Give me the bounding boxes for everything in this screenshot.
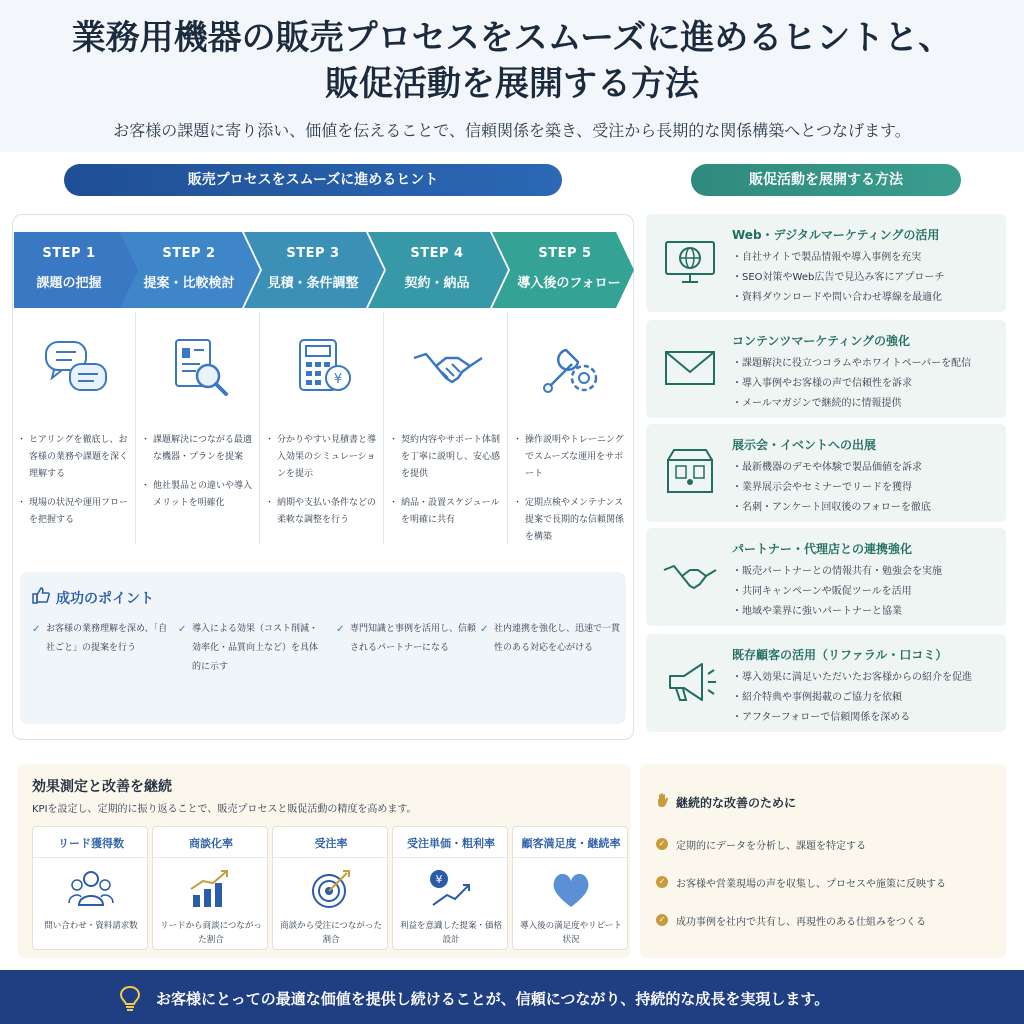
calculator-yen-icon: [288, 336, 360, 400]
list-item: ・最新機器のデモや体験で製品価値を訴求: [732, 462, 922, 473]
list-item: ・ 現場の状況や運用フローを把握する: [20, 495, 136, 529]
check-icon: ✓: [178, 624, 187, 635]
step-bullets: [516, 432, 632, 558]
list-item: ・紹介特典や事例掲載のご協力を依頼: [732, 692, 902, 703]
step-name: 課題の把握: [36, 276, 102, 291]
svg-text:¥: ¥: [333, 372, 343, 387]
kpi-name: 受注単価・粗利率: [407, 837, 495, 850]
chevron-shape: [492, 232, 634, 308]
divider: [273, 857, 389, 858]
promo-card-exhibition: [646, 424, 1006, 522]
divider: [393, 857, 509, 858]
step-chevrons: [14, 232, 634, 308]
promo-card-content: [646, 320, 1006, 418]
improvement-title: 継続的な改善のために: [676, 796, 797, 810]
improvement-item: お客様や営業現場の声を収集し、プロセスや施策に反映する: [676, 879, 946, 890]
success-point-text: 専門知識と事例を活用し、信頼されるパートナーになる: [350, 624, 477, 653]
list-item: ・導入効果に満足いただいたお客様からの紹介を促進: [732, 672, 972, 683]
step-bullets: [268, 432, 384, 541]
check-icon: ✓: [32, 624, 41, 635]
step-name: 見積・条件調整: [267, 276, 359, 291]
kpi-sub: 導入後の満足度やリピート状況: [520, 921, 622, 945]
kpi-name: 商談化率: [189, 837, 233, 850]
kpi-card-win-rate: [272, 826, 388, 950]
divider: [33, 857, 149, 858]
document-magnifier-icon: [164, 336, 236, 400]
chevron-shape: [244, 232, 384, 308]
success-point-2: [178, 620, 318, 677]
list-item: ・ ヒアリングを徹底し、お客様の業務や課題を深く理解する: [20, 432, 136, 483]
kpi-name: 顧客満足度・継続率: [521, 837, 621, 850]
kpi-sub: リードから商談につながった割合: [160, 921, 262, 945]
list-item: ・課題解決に役立つコラムやホワイトペーパーを配信: [732, 358, 972, 369]
svg-text:¥: ¥: [435, 873, 443, 886]
kpi-card-leads: [32, 826, 148, 950]
card-list: [732, 562, 942, 622]
step-name: 導入後のフォロー: [517, 276, 621, 291]
check-icon: ✓: [480, 624, 489, 635]
page-title-line1: 業務用機器の販売プロセスをスムーズに進めるヒントと、: [71, 18, 953, 58]
kpi-title: 効果測定と改善を継続: [32, 779, 172, 795]
exhibition-booth-icon: [660, 442, 720, 502]
step-column-5: [510, 312, 632, 544]
card-title: パートナー・代理店との連携強化: [732, 542, 913, 556]
step-number: STEP 3: [286, 246, 340, 261]
list-item: ・ 操作説明やトレーニングでスムーズな運用をサポート: [516, 432, 632, 483]
kpi-sub: 利益を意識した提案・価格設計: [399, 921, 502, 945]
bar-chart-arrow-icon: [187, 867, 235, 911]
improvement-item: 定期的にデータを分析し、課題を特定する: [676, 841, 866, 852]
divider: [513, 857, 629, 858]
list-item: ・共同キャンペーンや販促ツールを活用: [732, 586, 912, 597]
step-number: STEP 4: [410, 246, 464, 261]
card-list: [732, 458, 931, 518]
kpi-sub: 商談から受注につながった割合: [280, 921, 382, 945]
list-item: ・ 定期点検やメンテナンス提案で長期的な信頼関係を構築: [516, 495, 632, 546]
check-icon: ✓: [336, 624, 345, 635]
list-item: ・ 他社製品との違いや導入メリットを明確化: [144, 478, 260, 512]
page-title-line2: 販促活動を展開する方法: [325, 64, 699, 104]
divider: [153, 857, 269, 858]
chevron-shape: [368, 232, 508, 308]
promo-card-partner: [646, 528, 1006, 626]
handshake-icon: [660, 546, 720, 606]
list-item: ・業界展示会やセミナーでリードを獲得: [732, 482, 912, 493]
yen-trend-icon: [427, 867, 475, 911]
promo-card-web: [646, 214, 1006, 312]
card-list: [732, 668, 972, 728]
step-chevron-5: [492, 232, 632, 308]
promo-card-referral: [646, 634, 1006, 732]
step-number: STEP 1: [42, 246, 96, 261]
footer-text: お客様にとっての最適な価値を提供し続けることが、信頼につながり、持続的な成長を実現します。: [156, 990, 830, 1008]
step-number: STEP 5: [538, 246, 592, 261]
success-point-text: お客様の業務理解を深め、「自社ごと」の提案を行う: [46, 624, 168, 653]
chat-bubbles-icon: [40, 336, 112, 400]
step-column-1: [14, 312, 136, 544]
kpi-card-unit-price: [392, 826, 508, 950]
header: [0, 0, 1024, 152]
list-item: ・ 分かりやすい見積書と導入効果のシミュレーションを提示: [268, 432, 384, 483]
list-item: ・ 納期や支払い条件などの柔軟な調整を行う: [268, 495, 384, 529]
chevron-shape: [120, 232, 260, 308]
success-point-1: [32, 620, 172, 658]
list-item: ・導入事例やお客様の声で信頼性を訴求: [732, 378, 912, 389]
kpi-section: [18, 764, 630, 958]
step-chevron-2: [120, 232, 260, 308]
step-bullets: [392, 432, 508, 541]
list-item: ・アフターフォローで信頼関係を深める: [732, 712, 911, 723]
success-title-text: 成功のポイント: [56, 591, 154, 607]
kpi-sub: 問い合わせ・資料請求数: [44, 921, 138, 931]
success-point-text: 社内連携を強化し、迅速で一貫性のある対応を心がける: [494, 624, 621, 653]
monitor-globe-icon: [660, 232, 720, 292]
improvement-box: [640, 764, 1006, 958]
kpi-card-satisfaction: [512, 826, 628, 950]
wrench-gear-icon: [536, 336, 608, 400]
step-chevron-4: [368, 232, 508, 308]
lightbulb-icon: [118, 984, 142, 1012]
kpi-name: 受注率: [314, 837, 348, 850]
check-icon: ✓: [656, 914, 668, 926]
check-icon: ✓: [656, 876, 668, 888]
card-title: コンテンツマーケティングの強化: [732, 334, 910, 348]
improvement-item: 成功事例を社内で共有し、再現性のある仕組みをつくる: [676, 917, 926, 928]
step-bullets: [144, 432, 260, 524]
list-item: ・名刺・アンケート回収後のフォローを徹底: [732, 502, 931, 513]
success-points-box: [20, 572, 626, 724]
section-label-sales-process: 販売プロセスをスムーズに進めるヒント: [64, 164, 562, 196]
step-column-2: [138, 312, 260, 544]
kpi-name: リード獲得数: [58, 837, 124, 850]
megaphone-icon: [660, 652, 720, 712]
heart-icon: [547, 867, 595, 911]
step-column-3: [262, 312, 384, 544]
card-list: [732, 248, 944, 308]
step-number: STEP 2: [162, 246, 216, 261]
page-subtitle: お客様の課題に寄り添い、価値を伝えることで、信頼関係を築き、受注から長期的な関係構築へとつなげます。: [113, 121, 911, 140]
list-item: ・メールマガジンで継続的に情報提供: [732, 398, 902, 409]
step-name: 提案・比較検討: [143, 276, 235, 291]
people-group-icon: [67, 867, 115, 911]
success-point-3: [336, 620, 476, 658]
handshake-icon: [412, 336, 484, 400]
success-point-4: [480, 620, 620, 658]
footer-banner: [0, 970, 1024, 1024]
card-list: [732, 354, 971, 414]
hand-icon: [656, 792, 670, 808]
step-column-4: [386, 312, 508, 544]
section-label-promotion: 販促活動を展開する方法: [691, 164, 961, 196]
kpi-card-conversion: [152, 826, 268, 950]
check-icon: ✓: [656, 838, 668, 850]
step-bullets: [20, 432, 136, 541]
success-point-text: 導入による効果（コスト削減・効率化・品質向上など）を具体的に示す: [192, 624, 319, 672]
envelope-icon: [660, 338, 720, 398]
list-item: ・販売パートナーとの情報共有・勉強会を実施: [732, 566, 942, 577]
step-chevron-3: [244, 232, 384, 308]
list-item: ・ 契約内容やサポート体制を丁寧に説明し、安心感を提供: [392, 432, 508, 483]
list-item: ・ 納品・設置スケジュールを明確に共有: [392, 495, 508, 529]
list-item: ・地域や業界に強いパートナーと協業: [732, 606, 902, 617]
list-item: ・資料ダウンロードや問い合わせ導線を最適化: [732, 292, 942, 303]
success-title: [32, 588, 154, 608]
kpi-description: KPIを設定し、定期的に振り返ることで、販売プロセスと販促活動の精度を高めます。: [32, 804, 417, 815]
list-item: ・SEO対策やWeb広告で見込み客にアプローチ: [732, 272, 945, 283]
card-title: 既存顧客の活用（リファラル・口コミ）: [732, 648, 948, 662]
target-icon: [307, 867, 355, 911]
list-item: ・ 課題解決につながる最適な機器・プランを提案: [144, 432, 260, 466]
list-item: ・自社サイトで製品情報や導入事例を充実: [732, 252, 922, 263]
card-title: Web・デジタルマーケティングの活用: [732, 228, 940, 242]
card-title: 展示会・イベントへの出展: [732, 438, 877, 452]
step-name: 契約・納品: [404, 276, 470, 291]
